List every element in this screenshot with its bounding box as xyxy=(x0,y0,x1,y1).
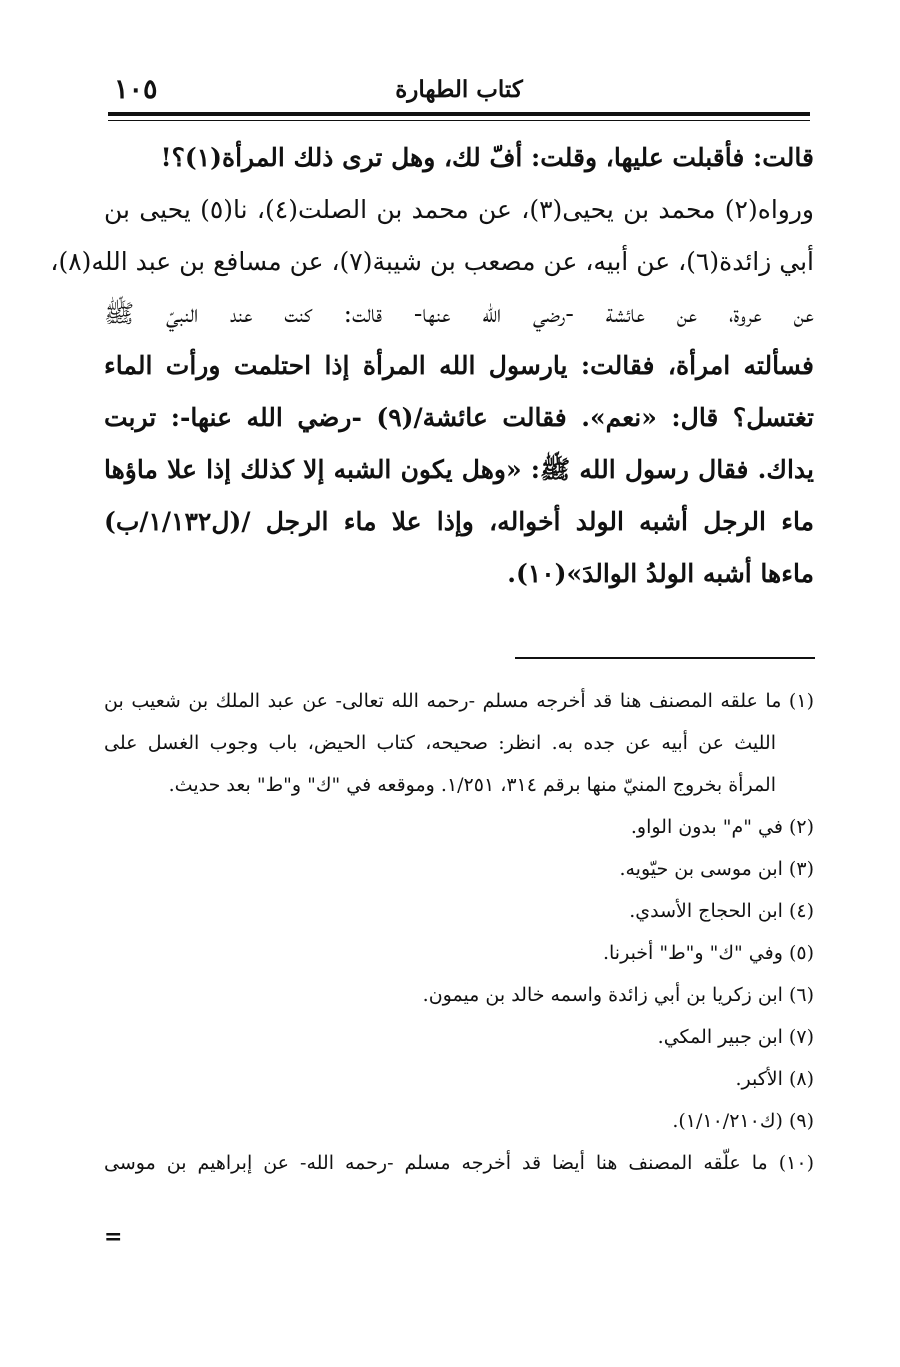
header-rule-thick xyxy=(108,112,810,116)
text-line: قالت: فأقبلت عليها، وقلت: أفّ لك، وهل ترى ذلك المرأة(١)؟! xyxy=(160,143,814,172)
continuation-mark: = xyxy=(104,1224,123,1250)
running-header xyxy=(108,72,810,112)
page-number: ١٠٥ xyxy=(114,74,158,105)
text-line: تغتسل؟ قال: «نعم». فقالت عائشة/(٩) -رضي الله عنها-: تربت xyxy=(104,403,814,432)
footnote-line: (١٠) ما علّقه المصنف هنا أيضا قد أخرجه مسلم -رحمه الله- عن إبراهيم بن موسى xyxy=(104,1152,814,1174)
footnote-line: (٧) ابن جبير المكي. xyxy=(657,1026,814,1048)
text-line: عن عروة، عن عائشة -رضي الله عنها- قالت: كنت عند النبيّ ﷺ xyxy=(104,299,814,328)
footnote-separator xyxy=(515,657,815,659)
text-line: أبي زائدة(٦)، عن أبيه، عن مصعب بن شيبة(٧)، عن مسافع بن عبد الله(٨)، xyxy=(50,247,814,276)
footnotes xyxy=(104,680,814,1184)
footnote-line: (٢) في "م" بدون الواو. xyxy=(630,816,814,838)
book-title: كتاب الطهارة xyxy=(395,76,523,103)
text-line: فسألته امرأة، فقالت: يارسول الله المرأة إذا احتلمت ورأت الماء xyxy=(104,351,814,380)
footnote-line: (٣) ابن موسى بن حيّويه. xyxy=(619,858,814,880)
header-rule-thin xyxy=(108,120,810,121)
footnote-line: (٤) ابن الحجاج الأسدي. xyxy=(629,900,814,922)
footnote-line: (٥) وفي "ك" و"ط" أخبرنا. xyxy=(602,942,814,964)
text-line: ماء الرجل أشبه الولد أخواله، وإذا علا ماء الرجل /(ل١/١٣٢/ب) xyxy=(104,507,814,536)
footnote-line: (٨) الأكبر. xyxy=(735,1068,814,1090)
text-line: ماءها أشبه الولدُ الوالدَ»(١٠). xyxy=(507,559,814,588)
text-line: ورواه(٢) محمد بن يحيى(٣)، عن محمد بن الصلت(٤)، نا(٥) يحيى بن xyxy=(104,195,814,224)
footnote-line: (٦) ابن زكريا بن أبي زائدة واسمه خالد بن ميمون. xyxy=(422,984,814,1006)
text-line: يداك. فقال رسول الله ﷺ: «وهل يكون الشبه إلا كذلك إذا علا ماؤها xyxy=(104,455,814,484)
footnote-line: الليث عن أبيه عن جده به. انظر: صحيحه، كتاب الحيض، باب وجوب الغسل على xyxy=(104,732,776,754)
footnote-line: (٩) (ك١/١٠/٢١٠). xyxy=(672,1110,814,1132)
footnote-line: (١) ما علقه المصنف هنا قد أخرجه مسلم -رحمه الله تعالى- عن عبد الملك بن شعيب بن xyxy=(104,690,814,712)
main-text xyxy=(50,132,814,600)
footnote-line: المرأة بخروج المنيّ منها برقم ٣١٤، ١/٢٥١. وموقعه في "ك" و"ط" بعد حديث. xyxy=(168,774,776,796)
